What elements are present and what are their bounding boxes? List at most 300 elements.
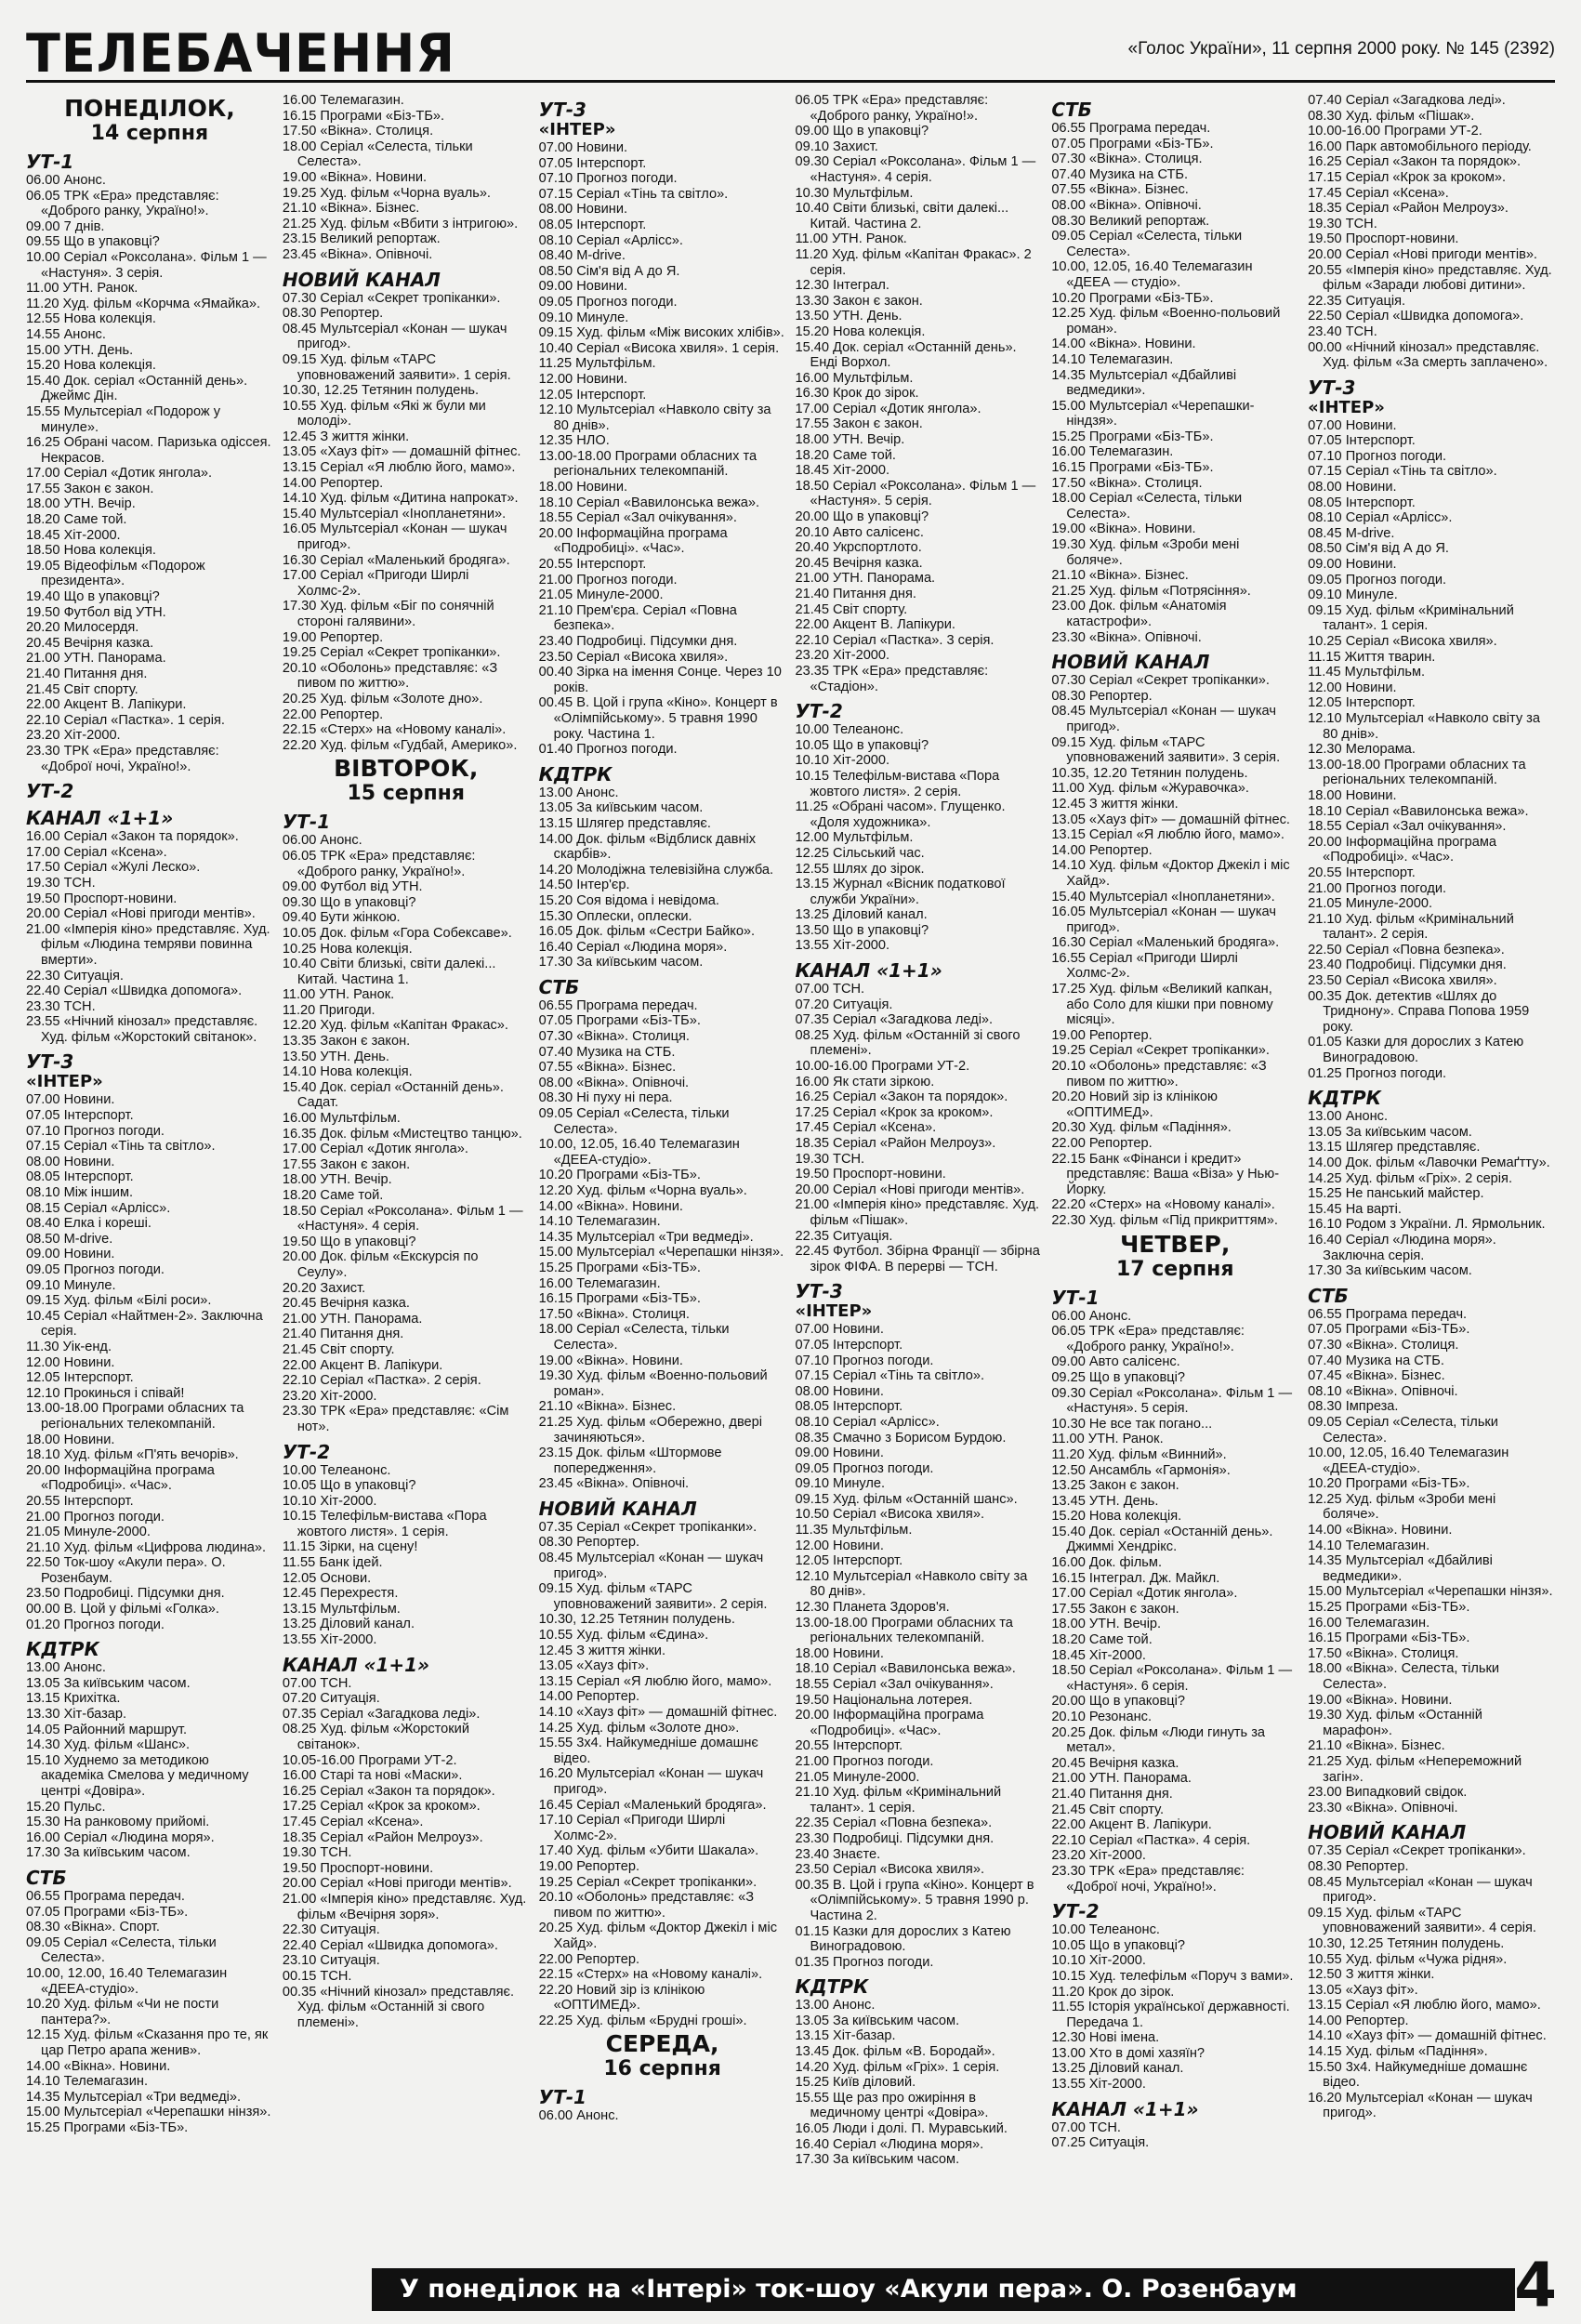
program-entry: 11.55 Банк ідей. — [282, 1555, 383, 1571]
program-entry: 07.15 Серіал «Тінь та світло». — [1308, 464, 1497, 480]
program-entry: 09.15 Худ. фільм «ТАРС уповноважений заявити». 1 серія. — [282, 351, 511, 383]
program-entry: 16.40 Серіал «Людина моря». — [538, 939, 728, 955]
program-entry: 14.05 Районний маршрут. — [26, 1722, 188, 1737]
program-entry: 17.00 Серіал «Пригоди Ширлі Холмс-2». — [282, 568, 469, 599]
program-entry: 00.35 Док. детектив «Шлях до Триднону». Справа Попова 1959 року. — [1308, 988, 1530, 1035]
program-entry: 10.00 Телеанонс. — [1051, 1922, 1160, 1938]
program-entry: 19.25 Серіал «Секрет тропіканки». — [1051, 1043, 1270, 1059]
program-entry: 19.00 «Вікна». Новини. — [538, 1353, 683, 1368]
program-entry: 22.30 Худ. фільм «Під прикриттям». — [1051, 1212, 1278, 1228]
program-entry: 13.15 Серіал «Я люблю його, мамо». — [538, 1673, 772, 1689]
program-entry: 15.25 Програми «Біз-ТБ». — [1051, 429, 1214, 444]
program-entry: 17.45 Серіал «Ксена». — [795, 1120, 937, 1136]
program-entry: 11.55 Історія української державності. Передача 1. — [1051, 2000, 1290, 2030]
program-entry: 13.15 Серіал «Я люблю його, мамо». — [282, 460, 516, 476]
program-entry: 15.45 На варті. — [1308, 1201, 1402, 1217]
program-entry: 17.00 Серіал «Дотик янгола». — [1051, 1586, 1238, 1602]
program-entry: 10.20 Худ. фільм «Чи не пости пантера?». — [26, 1997, 219, 2027]
program-entry: 17.55 Закон є закон. — [1051, 1601, 1179, 1617]
program-entry: 12.00 Новини. — [26, 1354, 115, 1370]
program-entry: 18.35 Серіал «Район Мелроуз». — [1308, 201, 1509, 217]
program-entry: 18.00 УТН. Вечір. — [26, 496, 136, 512]
program-entry: 21.00 Прогноз погоди. — [1308, 880, 1447, 896]
program-entry: 09.10 Минуле. — [26, 1277, 116, 1293]
program-entry: 15.20 Нова колекція. — [1051, 1509, 1182, 1525]
program-entry: 01.25 Прогноз погоди. — [1308, 1065, 1447, 1081]
program-entry: 13.50 УТН. День. — [282, 1049, 389, 1064]
program-entry: 14.10 Худ. фільм «Дитина напрокат». — [282, 491, 519, 507]
channel-heading: УТ-1 — [26, 151, 74, 173]
program-entry: 20.20 Милосердя. — [26, 620, 139, 636]
program-entry: 08.45 Мультсеріал «Конан — шукач пригод». — [1051, 704, 1276, 734]
program-entry: 09.15 Худ. фільм «ТАРС уповноважений заявити». 3 серія. — [1051, 734, 1281, 766]
program-entry: 18.00 УТН. Вечір. — [795, 432, 905, 448]
channel-heading: НОВИЙ КАНАЛ — [1308, 1821, 1467, 1844]
program-entry: 12.05 Інтерспорт. — [795, 1553, 903, 1569]
program-entry: 18.00 Новини. — [795, 1645, 884, 1661]
program-entry: 10.35, 12.20 Тетянин полудень. — [1051, 765, 1248, 781]
program-entry: 20.00 Інформаційна програма «Подробиці». «Час». — [26, 1462, 215, 1494]
program-entry: 08.45 Мультсеріал «Конан — шукач пригод». — [1308, 1874, 1533, 1906]
program-entry: 12.00 Новини. — [538, 371, 628, 387]
program-entry: 09.00 Що в упаковці? — [795, 124, 929, 139]
program-entry: 12.15 Худ. фільм «Сказання про те, як цар Петро арапа женив». — [26, 2027, 269, 2058]
program-entry: 14.10 Телемагазин. — [26, 2074, 148, 2090]
channel-subheading: «ІНТЕР» — [795, 1301, 873, 1322]
program-entry: 10.00, 12.05, 16.40 Телемагазин «ДЕЕА-студіо». — [1308, 1446, 1509, 1476]
program-entry: 21.00 «Імперія кіно» представляє. Худ. фільм «Вечірня зоря». — [282, 1891, 527, 1922]
program-entry: 16.00 Старі та нові «Маски». — [282, 1768, 463, 1784]
program-entry: 19.50 Проспорт-новини. — [1308, 231, 1459, 247]
program-entry: 07.40 Музика на СТБ. — [1051, 166, 1189, 182]
program-list — [26, 1660, 273, 1861]
program-list — [1308, 1843, 1555, 2121]
program-entry: 21.45 Світ спорту. — [795, 601, 908, 617]
program-entry: 06.55 Програма передач. — [1051, 121, 1211, 136]
program-list — [1308, 1109, 1555, 1279]
program-entry: 10.20 Програми «Біз-ТБ». — [1051, 290, 1214, 306]
program-entry: 13.45 УТН. День. — [1051, 1493, 1159, 1509]
program-list — [795, 93, 1042, 694]
program-entry: 00.00 «Нічний кінозал» представляє. Худ. фільм «За смерть заплачено». — [1308, 339, 1548, 371]
program-entry: 11.20 Худ. фільм «Капітан Фракас». 2 серія. — [795, 246, 1032, 278]
program-entry: 19.50 Проспорт-новини. — [282, 1860, 434, 1876]
program-list — [1051, 673, 1298, 1228]
program-entry: 10.05 Що в упаковці? — [1051, 1937, 1185, 1953]
program-entry: 10.25 Серіал «Висока хвиля». — [1308, 634, 1497, 649]
program-list — [283, 291, 530, 754]
program-entry: 22.50 Серіал «Швидка допомога». — [1308, 309, 1524, 324]
program-entry: 10.40 Серіал «Висока хвиля». 1 серія. — [538, 340, 780, 356]
program-entry: 12.10 Прокинься і співай! — [26, 1385, 185, 1401]
program-entry: 00.00 В. Цой у фільмі «Голка». — [26, 1602, 219, 1618]
program-entry: 15.25 Програми «Біз-ТБ». — [538, 1260, 701, 1275]
program-entry: 10.10 Хіт-2000. — [1051, 1953, 1146, 1969]
program-entry: 10.00-16.00 Програми УТ-2. — [795, 1059, 970, 1075]
program-entry: 09.00 Футбол від УТН. — [282, 879, 423, 895]
program-entry: 22.50 Ток-шоу «Акули пера». О. Розенбаум. — [26, 1555, 226, 1586]
program-entry: 12.25 Худ. фільм «Военно-польовий роман». — [1051, 306, 1281, 337]
program-list — [795, 1998, 1042, 2168]
program-entry: 06.05 ТРК «Ера» представляє: «Доброго ранку, Україно!». — [26, 188, 219, 219]
program-entry: 06.05 ТРК «Ера» представляє: «Доброго ранку, Україно!». — [1051, 1324, 1245, 1354]
program-entry: 22.20 Худ. фільм «Гудбай, Америко». — [282, 737, 518, 753]
program-entry: 11.20 Пригоди. — [282, 1002, 375, 1018]
program-list — [539, 786, 786, 971]
program-entry: 13.00-18.00 Програми обласних та регіональних телекомпаній. — [538, 448, 758, 480]
program-entry: 16.00 Телемагазин. — [282, 93, 404, 108]
program-entry: 16.00 Серіал «Людина моря». — [26, 1829, 215, 1845]
program-entry: 15.40 Док. серіал «Останній день». Садат. — [282, 1079, 504, 1111]
program-entry: 07.30 Серіал «Секрет тропіканки». — [282, 290, 501, 306]
program-entry: 20.00 Інформаційна програма «Подробиці». «Час». — [538, 525, 728, 557]
program-entry: 09.00 Новини. — [538, 279, 628, 295]
program-entry: 13.05 «Хауз фіт» — домашній фітнес. — [282, 444, 521, 460]
program-entry: 18.00 «Вікна». Селеста, тільки Селеста». — [1308, 1661, 1500, 1692]
program-entry: 22.15 Банк «Фінанси і кредит» представляє: Ваша «Віза» у Нью-Йорку. — [1051, 1151, 1280, 1197]
program-entry: 20.45 Вечірня казка. — [1051, 1755, 1179, 1771]
program-entry: 19.50 Футбол від УТН. — [26, 604, 166, 620]
program-entry: 16.15 Програми «Біз-ТБ». — [282, 108, 445, 124]
program-entry: 06.05 ТРК «Ера» представляє: «Доброго ранку, Україно!». — [282, 848, 476, 879]
program-entry: 10.40 Світи близькі, світи далекі... Китай. Частина 2. — [795, 201, 1009, 231]
program-entry: 19.05 Відеофільм «Подорож президента». — [26, 558, 205, 589]
program-entry: 10.05 Що в упаковці? — [282, 1478, 416, 1494]
program-entry: 14.00 «Вікна». Новини. — [26, 2058, 171, 2074]
program-entry: 20.00 Що в упаковці? — [1051, 1694, 1185, 1710]
program-entry: 07.30 «Вікна». Столиця. — [1308, 1337, 1459, 1353]
program-entry: 15.55 Мультсеріал «Подорож у минуле». — [26, 403, 221, 435]
channel-heading: НОВИЙ КАНАЛ — [1051, 651, 1210, 674]
program-entry: 07.00 ТСН. — [282, 1675, 352, 1691]
program-entry: 20.00 Серіал «Нові пригоди ментів». — [26, 906, 256, 922]
program-entry: 16.15 Програми «Біз-ТБ». — [538, 1291, 701, 1307]
program-entry: 13.05 «Хауз фіт». — [1308, 1982, 1418, 1998]
program-entry: 14.35 Мультсеріал «Три ведмеді». — [26, 2089, 242, 2105]
program-entry: 13.25 Діловий канал. — [282, 1617, 415, 1632]
program-entry: 07.05 Програми «Біз-ТБ». — [538, 1013, 701, 1029]
program-entry: 10.50 Серіал «Висока хвиля». — [795, 1507, 985, 1523]
program-entry: 23.30 «Вікна». Опівночі. — [1051, 629, 1202, 645]
program-entry: 12.30 Нові імена. — [1051, 2030, 1160, 2046]
program-entry: 07.10 Прогноз погоди. — [795, 1353, 934, 1368]
program-entry: 21.00 УТН. Панорама. — [282, 1311, 423, 1327]
program-entry: 18.20 Саме той. — [282, 1188, 384, 1203]
program-entry: 10.00 Телеанонс. — [795, 722, 904, 738]
program-entry: 17.25 Серіал «Крок за кроком». — [795, 1104, 994, 1120]
program-entry: 15.25 Програми «Біз-ТБ». — [26, 2119, 189, 2135]
program-entry: 12.10 Мультсеріал «Навколо світу за 80 днів». — [1308, 710, 1540, 742]
program-entry: 13.00-18.00 Програми обласних та регіональних телекомпаній. — [1308, 757, 1526, 788]
program-entry: 23.40 Подробиці. Підсумки дня. — [1308, 957, 1507, 973]
program-entry: 07.15 Серіал «Тінь та світло». — [538, 186, 729, 202]
channel-heading: КДТРК — [795, 1975, 869, 1999]
program-entry: 17.50 «Вікна». Столиця. — [1308, 1645, 1459, 1661]
program-entry: 21.00 «Імперія кіно» представляє. Худ. фільм «Пішак». — [795, 1197, 1040, 1228]
program-entry: 08.30 Репортер. — [1308, 1858, 1409, 1874]
program-entry: 15.50 3х4. Найкумедніше домашнє відео. — [1308, 2059, 1528, 2091]
program-entry: 13.25 Діловий канал. — [1051, 2061, 1184, 2077]
program-entry: 10.55 Худ. фільм «Які ж були ми молоді». — [282, 398, 486, 429]
program-entry: 01.40 Прогноз погоди. — [538, 742, 678, 758]
program-entry: 20.10 Авто салісенс. — [795, 524, 924, 540]
day-date: 16 серпня — [603, 2057, 721, 2081]
program-entry: 08.25 Худ. фільм «Жорстокий світанок». — [282, 1722, 469, 1752]
program-entry: 19.00 «Вікна». Новини. — [1051, 522, 1196, 537]
program-entry: 20.55 Інтерспорт. — [26, 1493, 134, 1509]
program-entry: 10.00, 12.05, 16.40 Телемагазин «ДЕЕА-студіо». — [538, 1137, 740, 1168]
program-entry: 23.30 Подробиці. Підсумки дня. — [795, 1830, 995, 1846]
program-entry: 17.00 Серіал «Ксена». — [26, 844, 167, 860]
program-entry: 09.15 Худ. фільм «Кримінальний талант». 1 серія. — [1308, 602, 1514, 634]
program-entry: 16.25 Серіал «Закон та порядок». — [282, 1783, 495, 1799]
column-3 — [539, 93, 786, 2259]
program-entry: 20.10 «Оболонь» представляє: «З пивом по життю». — [1051, 1059, 1267, 1089]
program-entry: 19.30 ТСН. — [282, 1845, 352, 1861]
program-list — [1051, 121, 1298, 645]
program-entry: 10.05 Док. фільм «Гора Собексаве». — [282, 925, 512, 941]
program-entry: 21.10 Худ. фільм «Кримінальний талант». 2 серія. — [1308, 911, 1514, 943]
program-entry: 23.50 Серіал «Висока хвиля». — [795, 1862, 985, 1878]
program-entry: 15.40 Мультсеріал «Інопланетяни». — [282, 506, 507, 522]
program-entry: 14.15 Худ. фільм «Падіння». — [1308, 2044, 1488, 2060]
program-entry: 21.10 «Вікна». Бізнес. — [538, 1399, 677, 1415]
program-entry: 06.55 Програма передач. — [26, 1888, 185, 1904]
program-entry: 14.10 Нова колекція. — [282, 1064, 413, 1080]
program-list — [539, 1520, 786, 2029]
program-entry: 19.50 Що в упаковці? — [282, 1234, 416, 1249]
program-entry: 13.15 Мультфільм. — [282, 1601, 401, 1617]
program-entry: 01.20 Прогноз погоди. — [26, 1617, 165, 1632]
program-entry: 18.50 Серіал «Роксолана». Фільм 1 — «Настуня». 6 серія. — [1051, 1663, 1293, 1694]
program-entry: 09.15 Худ. фільм «Білі роси». — [26, 1293, 212, 1309]
program-entry: 15.40 Док. серіал «Останній день». Джеймс Дін. — [26, 373, 248, 404]
program-entry: 16.15 Програми «Біз-ТБ». — [1308, 1631, 1470, 1646]
program-entry: 17.30 За київським часом. — [26, 1845, 191, 1861]
program-entry: 08.00 «Вікна». Опівночі. — [538, 1075, 690, 1090]
program-entry: 17.25 Серіал «Крок за кроком». — [282, 1799, 481, 1815]
column-6 — [1308, 93, 1555, 2259]
program-entry: 07.05 Інтерспорт. — [538, 155, 647, 171]
program-entry: 21.00 Прогноз погоди. — [26, 1509, 165, 1525]
program-entry: 21.00 УТН. Панорама. — [795, 571, 936, 587]
program-entry: 13.00 Анонс. — [795, 1998, 876, 2014]
program-entry: 11.35 Мультфільм. — [795, 1523, 913, 1538]
program-entry: 08.35 Смачно з Борисом Бурдою. — [795, 1430, 1007, 1446]
program-entry: 13.05 За київським часом. — [795, 2013, 960, 2028]
program-entry: 16.45 Серіал «Маленький бродяга». — [538, 1797, 767, 1813]
program-entry: 17.00 Серіал «Дотик янгола». — [26, 466, 213, 482]
channel-heading: НОВИЙ КАНАЛ — [538, 1497, 697, 1520]
program-entry: 12.30 Планета Здоров'я. — [795, 1600, 950, 1616]
day-heading: ЧЕТВЕР, — [1120, 1230, 1231, 1258]
program-entry: 22.40 Серіал «Швидка допомога». — [282, 1937, 498, 1953]
program-entry: 13.25 Закон є закон. — [1051, 1478, 1179, 1494]
channel-heading: СТБ — [538, 975, 580, 998]
program-entry: 17.30 За київським часом. — [1308, 1263, 1472, 1279]
program-entry: 12.20 Худ. фільм «Капітан Фракас». — [282, 1018, 508, 1034]
program-entry: 18.00 Серіал «Селеста, тільки Селеста». — [282, 139, 473, 170]
program-entry: 20.55 Інтерспорт. — [795, 1738, 903, 1754]
program-entry: 08.30 Імпреза. — [1308, 1399, 1399, 1415]
program-entry: 14.30 Худ. фільм «Шанс». — [26, 1737, 191, 1753]
program-entry: 07.40 Музика на СТБ. — [538, 1044, 676, 1060]
program-entry: 21.10 Прем'єра. Серіал «Повна безпека». — [538, 602, 737, 634]
program-entry: 08.30 Великий репортаж. — [1051, 213, 1210, 229]
program-entry: 07.15 Серіал «Тінь та світло». — [795, 1368, 985, 1384]
program-entry: 07.05 Програми «Біз-ТБ». — [1308, 1322, 1470, 1338]
program-entry: 23.40 Подробиці. Підсумки дня. — [538, 634, 738, 649]
program-entry: 17.10 Серіал «Пригоди Ширлі Холмс-2». — [538, 1813, 726, 1843]
program-list — [1051, 2120, 1298, 2151]
program-entry: 01.35 Прогноз погоди. — [795, 1954, 934, 1970]
program-entry: 09.00 Авто салісенс. — [1051, 1354, 1180, 1370]
program-entry: 23.30 «Вікна». Опівночі. — [1308, 1800, 1458, 1816]
program-entry: 18.45 Хіт-2000. — [26, 527, 121, 543]
program-entry: 21.05 Минуле-2000. — [538, 588, 664, 603]
program-entry: 10.30 Не все так погано... — [1051, 1416, 1213, 1432]
program-entry: 23.55 «Нічний кінозал» представляє. Худ. фільм «Жорстокий світанок». — [26, 1014, 258, 1045]
program-list — [795, 1322, 1042, 1970]
program-entry: 07.00 Новини. — [538, 140, 628, 155]
program-entry: 14.25 Худ. фільм «Золоте дно». — [538, 1720, 740, 1736]
program-entry: 21.05 Минуле-2000. — [1308, 896, 1433, 912]
program-entry: 15.55 3х4. Найкумедніше домашнє відео. — [538, 1736, 758, 1766]
program-entry: 16.40 Серіал «Людина моря». Заключна серія. — [1308, 1232, 1496, 1263]
program-entry: 13.15 Серіал «Я люблю його, мамо». — [1308, 1998, 1541, 2014]
program-entry: 22.30 Ситуація. — [26, 968, 124, 984]
program-entry: 09.15 Худ. фільм «Останній шанс». — [795, 1491, 1018, 1507]
program-entry: 22.10 Серіал «Пастка». 2 серія. — [282, 1373, 481, 1389]
program-entry: 09.05 Серіал «Селеста, тільки Селеста». — [538, 1106, 730, 1137]
program-entry: 07.10 Прогноз погоди. — [26, 1123, 165, 1139]
program-entry: 22.00 Репортер. — [1051, 1136, 1153, 1151]
program-entry: 10.15 Телефільм-вистава «Пора жовтого листя». 2 серія. — [795, 768, 1000, 799]
program-entry: 19.25 Серіал «Секрет тропіканки». — [282, 645, 501, 661]
program-entry: 14.10 «Хауз фіт» — домашній фітнес. — [1308, 2028, 1547, 2044]
program-entry: 11.15 Зірки, на сцену! — [282, 1539, 418, 1555]
program-entry: 10.05-16.00 Програми УТ-2. — [282, 1752, 457, 1768]
program-entry: 13.00 Хто в домі хазяїн? — [1051, 2045, 1205, 2061]
program-entry: 07.20 Ситуація. — [282, 1691, 380, 1707]
program-entry: 16.10 Родом з України. Л. Ярмольник. — [1308, 1217, 1546, 1233]
program-entry: 08.10 Між іншим. — [26, 1185, 134, 1201]
program-entry: 14.00 Док. фільм «Лавочки Ремаґтту». — [1308, 1155, 1550, 1170]
program-entry: 20.25 Худ. фільм «Золоте дно». — [282, 691, 483, 706]
channel-heading: УТ-3 — [26, 1050, 74, 1074]
program-entry: 14.00 Репортер. — [538, 1689, 640, 1705]
program-entry: 19.40 Що в упаковці? — [26, 589, 160, 605]
program-list — [283, 833, 530, 1434]
program-entry: 15.00 Мультсеріал «Черепашки нінзя». — [26, 2105, 271, 2120]
program-entry: 16.55 Серіал «Пригоди Ширлі Холмс-2». — [1051, 950, 1238, 982]
program-entry: 10.00, 12.00, 16.40 Телемагазин «ДЕЕА-студіо». — [26, 1965, 228, 1997]
program-entry: 12.05 Основи. — [282, 1570, 372, 1586]
program-entry: 13.00 Анонс. — [1308, 1109, 1389, 1125]
program-entry: 14.00 Репортер. — [1308, 2013, 1409, 2028]
program-entry: 18.00 Новини. — [1308, 787, 1397, 803]
program-entry: 20.00 Інформаційна програма «Подробиці». «Час». — [1308, 834, 1497, 865]
program-entry: 10.00-16.00 Програми УТ-2. — [1308, 124, 1482, 139]
program-entry: 15.25 Не панський майстер. — [1308, 1186, 1484, 1202]
program-entry: 18.00 УТН. Вечір. — [1051, 1617, 1162, 1632]
program-entry: 22.40 Серіал «Швидка допомога». — [26, 984, 243, 999]
program-entry: 09.05 Прогноз погоди. — [538, 294, 678, 310]
program-entry: 12.50 Ансамбль «Гармонія». — [1051, 1462, 1231, 1478]
channel-heading: КДТРК — [1308, 1087, 1381, 1110]
day-heading: СЕРЕДА, — [605, 2030, 719, 2058]
program-entry: 16.05 Док. фільм «Сестри Байко». — [538, 924, 756, 940]
program-entry: 21.05 Минуле-2000. — [26, 1525, 151, 1540]
program-entry: 17.25 Худ. фільм «Великий капкан, або Соло для кішки при повному місяці». — [1051, 982, 1273, 1028]
program-entry: 15.20 Пульс. — [26, 1799, 106, 1815]
channel-heading: УТ-1 — [1051, 1286, 1100, 1309]
program-entry: 06.00 Анонс. — [1051, 1308, 1132, 1324]
program-entry: 12.45 З життя жінки. — [1051, 796, 1179, 812]
day-heading: ВІВТОРОК, — [334, 755, 479, 783]
program-entry: 13.05 За київським часом. — [538, 800, 704, 816]
program-entry: 07.30 «Вікна». Столиця. — [538, 1029, 690, 1045]
program-entry: 10.55 Худ. фільм «Єдина». — [538, 1628, 709, 1644]
program-entry: 17.00 Серіал «Дотик янгола». — [282, 1142, 468, 1157]
program-entry: 20.10 «Оболонь» представляє: «З пивом по життю». — [538, 1890, 755, 1921]
channel-heading: СТБ — [1308, 1284, 1349, 1307]
program-entry: 00.15 ТСН. — [282, 1968, 352, 1984]
program-entry: 08.50 Сім'я від А до Я. — [538, 263, 680, 279]
channel-heading: СТБ — [1051, 99, 1092, 121]
program-entry: 07.30 «Вікна». Столиця. — [1051, 152, 1203, 167]
program-entry: 10.30, 12.25 Тетянин полудень. — [538, 1612, 735, 1628]
program-entry: 11.25 «Обрані часом». Глущенко. «Доля художника». — [795, 799, 1006, 830]
program-entry: 09.05 Серіал «Селеста, тільки Селеста». — [26, 1934, 217, 1966]
day-date: 15 серпня — [347, 782, 465, 806]
program-entry: 07.45 «Вікна». Бізнес. — [1308, 1368, 1445, 1384]
program-entry: 22.45 Футбол. Збірна Франції — збірна зірок ФІФА. В перерві — ТСН. — [795, 1244, 1040, 1274]
program-entry: 16.15 Програми «Біз-ТБ». — [1051, 460, 1214, 476]
program-entry: 18.55 Серіал «Зал очікування». — [795, 1677, 994, 1692]
program-entry: 16.40 Серіал «Людина моря». — [795, 2136, 984, 2152]
program-entry: 13.15 Журнал «Вісник податкової служби України». — [795, 877, 1006, 907]
program-entry: 12.50 З життя жінки. — [1308, 1967, 1435, 1983]
program-entry: 14.50 Інтер'єр. — [538, 878, 630, 893]
program-entry: 15.55 Ще раз про ожиріння в медичному центрі «Довіра». — [795, 2090, 989, 2121]
program-entry: 08.45 M-drive. — [1308, 525, 1395, 541]
program-entry: 15.40 Мультсеріал «Інопланетяни». — [1051, 889, 1275, 905]
program-entry: 09.10 Минуле. — [538, 310, 629, 325]
program-entry: 13.30 Закон є закон. — [795, 293, 923, 309]
program-entry: 18.20 Саме той. — [1051, 1632, 1153, 1648]
program-entry: 22.30 Ситуація. — [282, 1922, 380, 1938]
program-entry: 19.00 Репортер. — [538, 1858, 640, 1874]
program-entry: 17.00 Серіал «Дотик янгола». — [795, 401, 982, 416]
program-entry: 18.45 Хіт-2000. — [795, 463, 890, 479]
program-entry: 23.15 Великий репортаж. — [282, 231, 441, 247]
program-entry: 17.50 «Вікна». Столиця. — [538, 1306, 690, 1322]
day-date: 17 серпня — [1115, 1257, 1234, 1281]
program-entry: 09.10 Минуле. — [795, 1476, 886, 1492]
program-entry: 19.30 ТСН. — [795, 1151, 865, 1167]
program-entry: 22.50 Серіал «Повна безпека». — [1308, 942, 1505, 957]
program-entry: 10.15 Худ. телефільм «Поруч з вами». — [1051, 1968, 1294, 1984]
program-entry: 23.50 Серіал «Висока хвиля». — [1308, 973, 1497, 989]
program-entry: 21.05 Минуле-2000. — [795, 1769, 920, 1785]
program-entry: 18.45 Хіт-2000. — [1051, 1647, 1146, 1663]
program-entry: 22.15 «Стерх» на «Новому каналі». — [538, 1967, 763, 1983]
program-entry: 08.05 Інтерспорт. — [538, 217, 647, 232]
program-entry: 10.15 Телефільм-вистава «Пора жовтого листя». 1 серія. — [282, 1509, 487, 1539]
program-entry: 09.00 Новини. — [1308, 557, 1397, 573]
program-entry: 22.35 Ситуація. — [795, 1228, 893, 1244]
